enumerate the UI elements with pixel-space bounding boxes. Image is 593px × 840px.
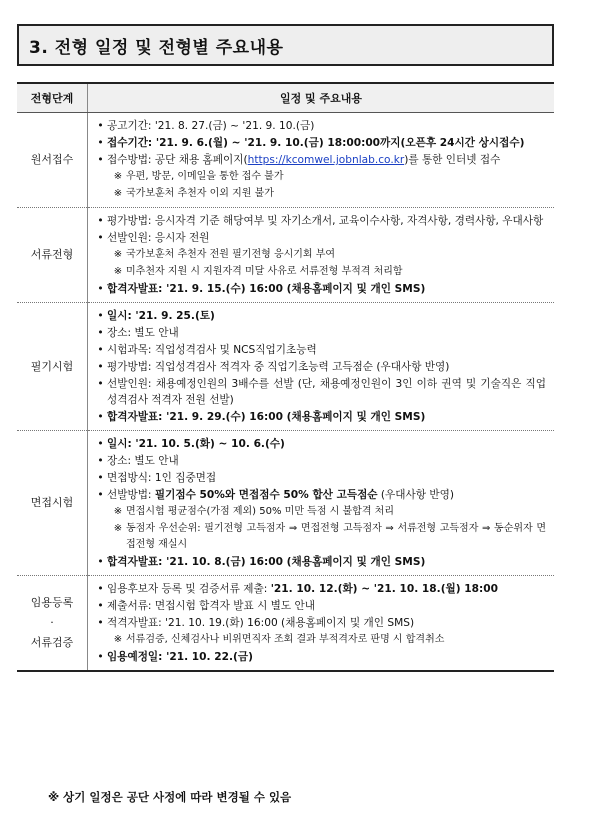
item-text-part: (우대사항 반영) xyxy=(377,489,454,501)
item-text xyxy=(107,581,546,597)
item-text: 미추천자 지원 시 지원자격 미달 사유로 서류전형 부적격 처리함 xyxy=(126,266,403,277)
stage-name-part: 임용등록 xyxy=(30,596,74,609)
header-stage: 전형단계 xyxy=(17,83,88,113)
item-text: 면접방식: 1인 집중면접 xyxy=(107,472,217,484)
stage-name-part: 필기시험 xyxy=(30,359,74,373)
bullet-marker: • xyxy=(97,310,104,322)
bullet-item xyxy=(94,281,546,297)
bullet-item xyxy=(94,308,546,324)
stage-content xyxy=(88,431,555,576)
item-text: 장소: 별도 안내 xyxy=(107,455,179,467)
bullet-marker: • xyxy=(97,361,104,373)
table-row xyxy=(17,303,554,431)
item-text: 면접시험 평균점수(가점 제외) 50% 미만 득점 시 불합격 처리 xyxy=(126,506,394,517)
stage-content xyxy=(88,113,555,208)
bullet-marker: • xyxy=(97,617,104,629)
note-item xyxy=(94,186,546,202)
bullet-marker: • xyxy=(97,378,104,390)
note-marker: ※ xyxy=(113,249,123,260)
bullet-item xyxy=(94,359,546,375)
item-text: 국가보훈처 추천자 전원 필기전형 응시기회 부여 xyxy=(126,249,336,260)
item-text-bold: 필기점수 50%와 면접점수 50% 합산 고득점순 xyxy=(154,489,378,501)
bullet-marker: • xyxy=(97,556,104,568)
bullet-item xyxy=(94,487,546,503)
bullet-marker: • xyxy=(97,472,104,484)
bullet-marker: • xyxy=(97,438,104,450)
bullet-marker: • xyxy=(97,154,104,166)
note-marker: ※ xyxy=(113,266,123,277)
item-text: 접수기간: '21. 9. 6.(월) ~ '21. 9. 10.(금) 18:00:00까지(오픈후 24시간 상시접수) xyxy=(107,137,525,149)
bullet-item xyxy=(94,342,546,358)
note-item xyxy=(94,264,546,280)
item-text: 합격자발표: '21. 10. 8.(금) 16:00 (채용홈페이지 및 개인 SMS) xyxy=(107,556,426,568)
item-text: 시험과목: 직업성격검사 및 NCS직업기초능력 xyxy=(107,344,317,356)
item-text: 공고기간: '21. 8. 27.(금) ~ '21. 9. 10.(금) xyxy=(107,120,315,132)
stage-name-part: 서류검증 xyxy=(30,636,74,649)
bullet-item xyxy=(94,453,546,469)
item-text: 일시: '21. 9. 25.(토) xyxy=(107,310,215,322)
note-marker: ※ xyxy=(113,523,123,534)
bullet-item xyxy=(94,554,546,570)
item-text: 장소: 별도 안내 xyxy=(107,327,179,339)
table-row xyxy=(17,431,554,576)
item-text-part: 임용후보자 등록 및 검증서류 제출: xyxy=(107,583,271,595)
note-marker: ※ xyxy=(113,506,123,517)
stage-name-part: 원서접수 xyxy=(30,153,74,166)
item-text: 적격자발표: '21. 10. 19.(화) 16:00 (채용홈페이지 및 개인 SMS) xyxy=(107,617,415,629)
item-text-part: 선발방법: xyxy=(107,489,155,501)
bullet-item xyxy=(94,135,546,151)
recruit-site-link[interactable]: https://kcomwel.jobnlab.co.kr xyxy=(247,154,405,166)
bullet-marker: • xyxy=(97,651,104,663)
section-title xyxy=(17,24,554,66)
bullet-marker: • xyxy=(97,327,104,339)
item-text-bold: '21. 10. 12.(화) ~ '21. 10. 18.(월) 18:00 xyxy=(270,583,499,595)
table-header-row xyxy=(17,83,554,113)
note-item xyxy=(94,504,546,520)
note-item xyxy=(94,632,546,648)
bullet-item xyxy=(94,213,546,229)
table-row xyxy=(17,113,554,208)
item-text: 동점자 우선순위: 필기전형 고득점자 ⇒ 면접전형 고득점자 ⇒ 서류전형 고득점자 ⇒ 동순위자 면접전형 재실시 xyxy=(126,523,546,550)
bullet-marker: • xyxy=(97,137,104,149)
table-body xyxy=(17,113,554,672)
item-text: 합격자발표: '21. 9. 29.(수) 16:00 (채용홈페이지 및 개인 SMS) xyxy=(107,411,426,423)
stage-name-part: 면접시험 xyxy=(30,496,74,509)
stage-name-part: 서류전형 xyxy=(30,248,74,261)
item-text: 우편, 방문, 이메일을 통한 접수 불가 xyxy=(126,171,284,182)
bullet-item xyxy=(94,230,546,246)
bullet-item xyxy=(94,325,546,341)
bullet-marker: • xyxy=(97,489,104,501)
bullet-marker: • xyxy=(97,120,104,132)
footnote: ※ 상기 일정은 공단 사정에 따라 변경될 수 있음 xyxy=(48,790,292,804)
schedule-table xyxy=(17,82,554,672)
note-marker: ※ xyxy=(113,634,123,645)
bullet-item xyxy=(94,436,546,452)
bullet-marker: • xyxy=(97,411,104,423)
section-title-text: 3. 전형 일정 및 전형별 주요내용 xyxy=(29,37,284,58)
bullet-marker: • xyxy=(97,583,104,595)
item-text: 서류검증, 신체검사나 비위면직자 조회 결과 부적격자로 판명 시 합격취소 xyxy=(126,634,445,645)
header-content: 일정 및 주요내용 xyxy=(88,83,555,113)
note-item xyxy=(94,169,546,185)
bullet-marker: • xyxy=(97,455,104,467)
stage-name xyxy=(17,113,88,208)
item-text: 국가보훈처 추천자 이외 지원 불가 xyxy=(126,188,274,199)
bullet-item xyxy=(94,376,546,408)
bullet-marker: • xyxy=(97,600,104,612)
bullet-marker: • xyxy=(97,232,104,244)
bullet-item xyxy=(94,470,546,486)
bullet-item xyxy=(94,118,546,134)
bullet-marker: • xyxy=(97,344,104,356)
stage-content xyxy=(88,576,555,672)
stage-content xyxy=(88,303,555,431)
item-text: 제출서류: 면접시험 합격자 발표 시 별도 안내 xyxy=(107,600,315,612)
stage-name-part: · xyxy=(50,616,54,629)
bullet-item xyxy=(94,152,546,168)
table-row xyxy=(17,576,554,672)
item-text: 선발인원: 채용예정인원의 3배수를 선발 (단, 채용예정인원이 3인 이하 권역 및 기술직은 직업성격검사 적격자 전원 선발) xyxy=(107,378,546,406)
item-text: 합격자발표: '21. 9. 15.(수) 16:00 (채용홈페이지 및 개인 SMS) xyxy=(107,283,426,295)
stage-name xyxy=(17,208,88,303)
note-marker: ※ xyxy=(113,171,123,182)
bullet-item xyxy=(94,581,546,597)
stage-name xyxy=(17,431,88,576)
bullet-item xyxy=(94,615,546,631)
item-text: 임용예정일: '21. 10. 22.(금) xyxy=(107,651,253,663)
stage-content xyxy=(88,208,555,303)
item-text: 평가방법: 응시자격 기준 해당여부 및 자기소개서, 교육이수사항, 자격사항, 경력사항, 우대사항 xyxy=(107,215,544,227)
bullet-marker: • xyxy=(97,215,104,227)
bullet-item xyxy=(94,649,546,665)
item-text xyxy=(107,487,546,503)
item-text: 일시: '21. 10. 5.(화) ~ 10. 6.(수) xyxy=(107,438,285,450)
bullet-item xyxy=(94,409,546,425)
item-text-part: )를 통한 인터넷 접수 xyxy=(404,154,501,166)
item-text xyxy=(107,152,546,168)
note-marker: ※ xyxy=(113,188,123,199)
note-item xyxy=(94,521,546,553)
note-item xyxy=(94,247,546,263)
item-text-part: 접수방법: 공단 채용 홈페이지( xyxy=(107,154,248,166)
bullet-item xyxy=(94,598,546,614)
item-text: 평가방법: 직업성격검사 적격자 중 직업기초능력 고득점순 (우대사항 반영) xyxy=(107,361,450,373)
stage-name xyxy=(17,576,88,672)
stage-name xyxy=(17,303,88,431)
table-row xyxy=(17,208,554,303)
item-text: 선발인원: 응시자 전원 xyxy=(107,232,210,244)
bullet-marker: • xyxy=(97,283,104,295)
